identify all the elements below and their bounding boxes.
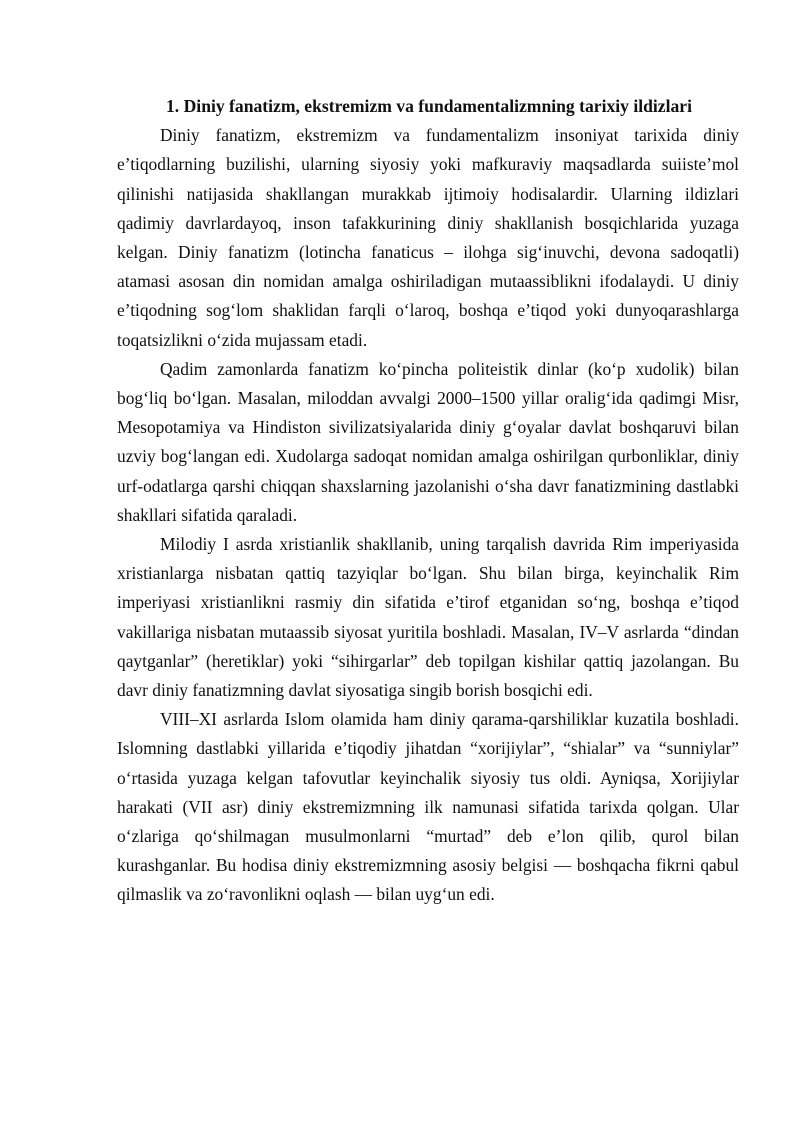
paragraph-3: Milodiy I asrda xristianlik shakllanib, uning tarqalish davrida Rim imperiyasida xristianlarga nisbatan qattiq tazyiqlar bo‘lgan. Shu bilan birga, keyinchalik Rim imperiyasi xristianlikni rasmiy din sifatida e’tirof etganidan so‘ng, boshqa e’tiqod vakillariga nisbatan mutaassib siyosat yuritila boshladi. Masalan, IV–V asrlarda “dindan qaytganlar” (heretiklar) yoki “sihirgarlar” deb topilgan kishilar qattiq jazolangan. Bu davr diniy fanatizmning davlat siyosatiga singib borish bosqichi edi.	[117, 534, 739, 701]
document-body	[117, 92, 739, 910]
paragraph-2: Qadim zamonlarda fanatizm ko‘pincha politeistik dinlar (ko‘p xudolik) bilan bog‘liq bo‘lgan. Masalan, miloddan avvalgi 2000–1500 yillar oralig‘ida qadimgi Misr, Mesopotamiya va Hindiston sivilizatsiyalarida diniy g‘oyalar davlat boshqaruvi bilan uzviy bog‘langan edi. Xudolarga sadoqat nomidan amalga oshirilgan qurbonliklar, diniy urf-odatlarga qarshi chiqqan shaxslarning jazolanishi o‘sha davr fanatizmining dastlabki shakllari sifatida qaraladi.	[117, 358, 739, 525]
paragraph-4: VIII–XI asrlarda Islom olamida ham diniy qarama-qarshiliklar kuzatila boshladi. Islomning dastlabki yillarida e’tiqodiy jihatdan “xorijiylar”, “shialar” va “sunniylar” o‘rtasida yuzaga kelgan tafovutlar keyinchalik siyosiy tus oldi. Ayniqsa, Xorijiylar harakati (VII asr) diniy ekstremizmning ilk namunasi sifatida tarixda qolgan. Ular o‘zlariga qo‘shilmagan musulmonlarni “murtad” deb e’lon qilib, qurol bilan kurashganlar. Bu hodisa diniy ekstremizmning asosiy belgisi — boshqacha fikrni qabul qilmaslik va zo‘ravonlikni oqlash — bilan uyg‘un edi.	[117, 709, 739, 905]
section-heading: 1. Diniy fanatizm, ekstremizm va fundamentalizmning tarixiy ildizlari	[166, 96, 692, 116]
paragraph-1: Diniy fanatizm, ekstremizm va fundamentalizm insoniyat tarixida diniy e’tiqodlarning buzilishi, ularning siyosiy yoki mafkuraviy maqsadlarda suiiste’mol qilinishi natijasida shakllangan murakkab ijtimoiy hodisalardir. Ularning ildizlari qadimiy davrlardayoq, inson tafakkurining diniy shakllanish bosqichlarida yuzaga kelgan. Diniy fanatizm (lotincha fanaticus – ilohga sig‘inuvchi, devona sadoqatli) atamasi asosan din nomidan amalga oshiriladigan mutaassiblikni ifodalaydi. U diniy e’tiqodning sog‘lom shaklidan farqli o‘laroq, boshqa e’tiqod yoki dunyoqarashlarga toqatsizlikni o‘zida mujassam etadi.	[117, 125, 739, 350]
